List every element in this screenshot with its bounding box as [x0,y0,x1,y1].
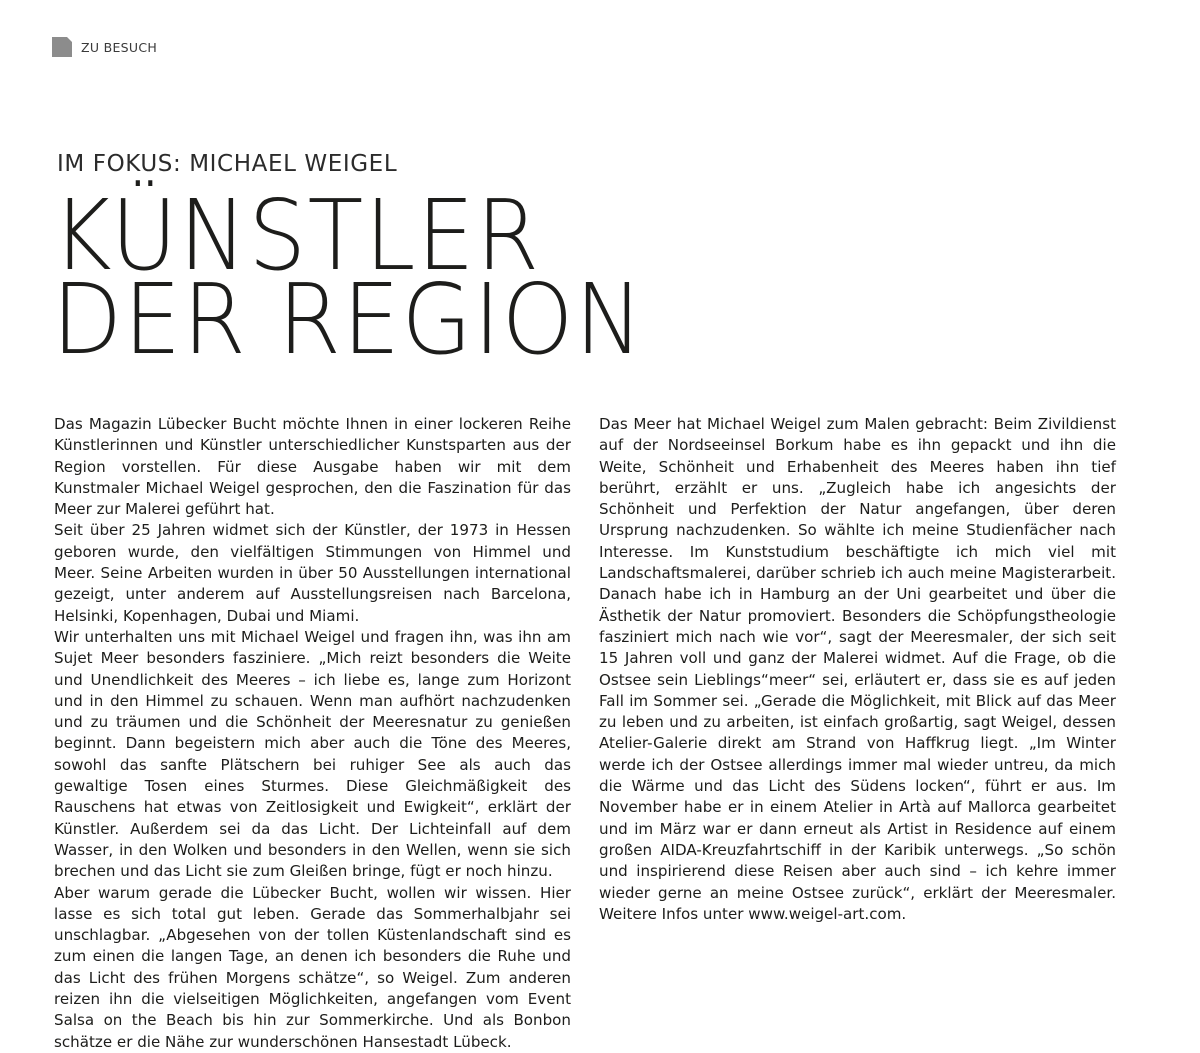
paragraph-interview: Wir unterhalten uns mit Michael Weigel und fragen ihn, was ihn am Sujet Meer besonders fasziniere. „Mich reizt besonders die Weite und Unendlichkeit des Meeres – ich liebe es, lange zum Horizont und in den Himmel zu schauen. Wenn man aufhört nachzudenken und zu träumen und die Schönheit der Meeresnatur zu genießen beginnt. Dann begeistern mich aber auch die Töne des Meeres, sowohl das sanfte Plätschern bei ruhiger See als auch das gewaltige Tosen eines Sturmes. Diese Gleichmäßigkeit des Rauschens hat etwas von Zeitlosigkeit und Ewigkeit“, erklärt der Künstler. Außerdem sei da das Licht. Der Lichteinfall auf dem Wasser, in den Wolken und besonders in den Wellen, wenn sie sich brechen und das Licht sie zum Gleißen bringe, fügt er noch hinzu. [54,627,571,881]
paragraph-biography: Das Meer hat Michael Weigel zum Malen gebracht: Beim Zivildienst auf der Nordseeinsel Borkum habe es ihn gepackt und ihn die Weite, Schönheit und Erhabenheit des Meeres haben ihn tief berührt, erzählt er uns. „Zugleich habe ich angesichts der Schönheit und Perfektion der Natur angefangen, über deren Ursprung nachzudenken. So wählte ich meine Studienfächer nach Interesse. Im Kunststudium beschäftigte ich mich viel mit Landschaftsmalerei, darüber schrieb ich auch meine Magisterarbeit. Danach habe ich in Hamburg an der Uni gearbeitet und über die Ästhetik der Natur promoviert. Besonders die Schöpfungstheologie fasziniert mich nach wie vor“, sagt der Meeresmaler, der sich seit 15 Jahren voll und ganz der Malerei widmet. Auf die Frage, ob die Ostsee sein Lieblings“meer“ sei, erläutert er, dass sie es auf jeden Fall im Sommer sei. „Gerade die Möglichkeit, mit Blick auf das Meer zu leben und zu arbeiten, ist einfach großartig, sagt Weigel, dessen Atelier-Galerie direkt am Strand von Haffkrug liegt. „Im Winter werde ich der Ostsee allerdings immer mal wieder untreu, da mich die Wärme und das Licht des Südens locken“, führt er aus. Im November habe er in einem Atelier in Artà auf Mallorca gearbeitet und im März war er dann erneut als Artist in Residence auf einem großen AIDA-Kreuzfahrtschiff in der Karibik unterwegs. „So schön und inspirierend diese Reisen aber auch sind – ich kehre immer wieder gerne an meine Ostsee zurück“, erklärt der Meeresmaler. Weitere Infos unter www.weigel-art.com. [599,415,1116,923]
paragraph-luebecker-bucht: Aber warum gerade die Lübecker Bucht, wollen wir wissen. Hier lasse es sich total gut leben. Gerade das Sommerhalbjahr sei unschlagbar. „Abgesehen von der tollen Küstenlandschaft sind es zum einen die langen Tage, an denen ich besonders die Ruhe und das Licht des frühen Morgens schätze“, so Weigel. Zum anderen reizen ihn die vielseitigen Möglichkeiten, angefangen vom Event Salsa on the Beach bis hin zur Sommerkirche. Und als Bonbon schätze er die Nähe zur wunderschönen Hansestadt Lübeck. [54,883,571,1051]
section-label: ZU BESUCH [81,39,158,55]
title-line-1: KÜNSTLER [52,180,541,293]
title-line-2: DER REGION [52,264,645,377]
article-kicker: IM FOKUS: MICHAEL WEIGEL [57,151,398,177]
section-tab-icon [52,37,72,57]
paragraph-career: Seit über 25 Jahren widmet sich der Künstler, der 1973 in Hessen geboren wurde, den vielfältigen Stimmungen von Himmel und Meer. Seine Arbeiten wurden in über 50 Ausstellungen international gezeigt, unter anderem auf Ausstellungsreisen nach Barcelona, Helsinki, Kopenhagen, Dubai und Miami. [54,521,571,625]
page-header [52,37,157,57]
body-column-left [54,414,571,1053]
body-column-right [599,414,1116,925]
article-title [52,180,645,377]
paragraph-intro: Das Magazin Lübecker Bucht möchte Ihnen in einer lockeren Reihe Künstlerinnen und Künstler unterschiedlicher Kunstsparten aus der Region vorstellen. Für diese Ausgabe haben wir mit dem Kunstmaler Michael Weigel gesprochen, den die Faszination für das Meer zur Malerei geführt hat. [54,415,571,519]
